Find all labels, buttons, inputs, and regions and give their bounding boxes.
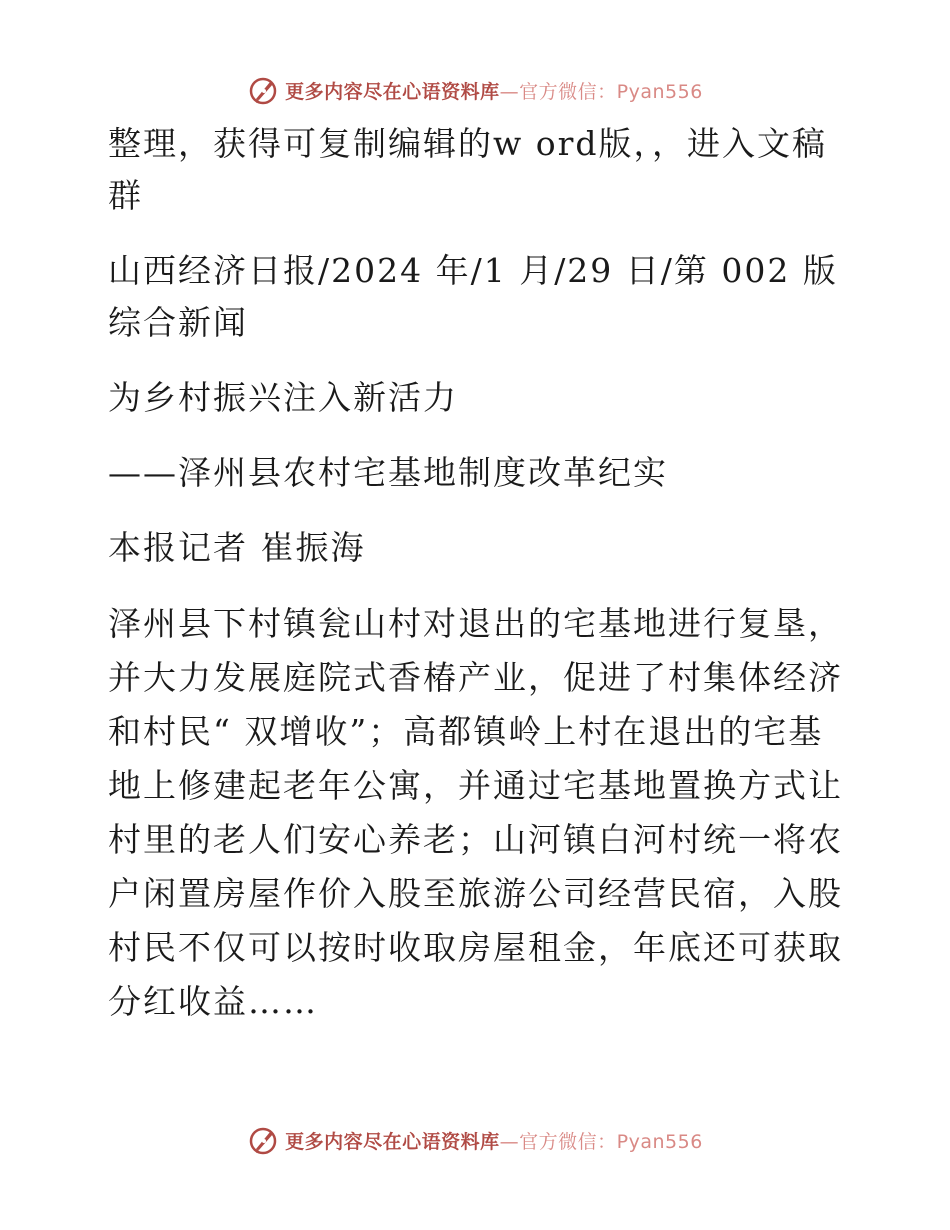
quill-pen-logo-icon [247, 74, 279, 106]
banner-dash: — [499, 80, 520, 103]
byline: 本报记者 崔振海 [108, 528, 366, 567]
headline: 为乡村振兴注入新活力 [108, 378, 458, 417]
header-banner [0, 70, 950, 110]
quill-pen-logo-icon [247, 1124, 279, 1156]
intro-text: 整理，获得可复制编辑的w ord版，，进入文稿群 [108, 124, 828, 215]
banner-suffix: 官方微信：Pyan556 [519, 80, 703, 103]
document-body [98, 118, 858, 1052]
banner-suffix: 官方微信：Pyan556 [519, 1130, 703, 1153]
subheadline: ——泽州县农村宅基地制度改革纪实 [108, 453, 668, 492]
banner-main-text: 更多内容尽在心语资料库 [285, 1130, 500, 1153]
banner-dash: — [499, 1130, 520, 1153]
banner-main-text: 更多内容尽在心语资料库 [285, 80, 500, 103]
footer-banner [0, 1120, 950, 1160]
banner-text [285, 77, 703, 104]
body-paragraph: 泽州县下村镇瓮山村对退出的宅基地进行复垦，并大力发展庭院式香椿产业，促进了村集体经济和村民“ 双增收”；高都镇岭上村在退出的宅基地上修建起老年公寓，并通过宅基地置换方式让村里的老人们安心养老；山河镇白河村统一将农户闲置房屋作价入股至旅游公司经营民宿，入股村民不仅可以按时收取房屋租金，年底还可获取分红收益…… [108, 604, 843, 1021]
banner-text [285, 1127, 703, 1154]
source-line: 山西经济日报/2024 年/1 月/29 日/第 002 版综合新闻 [108, 251, 838, 342]
